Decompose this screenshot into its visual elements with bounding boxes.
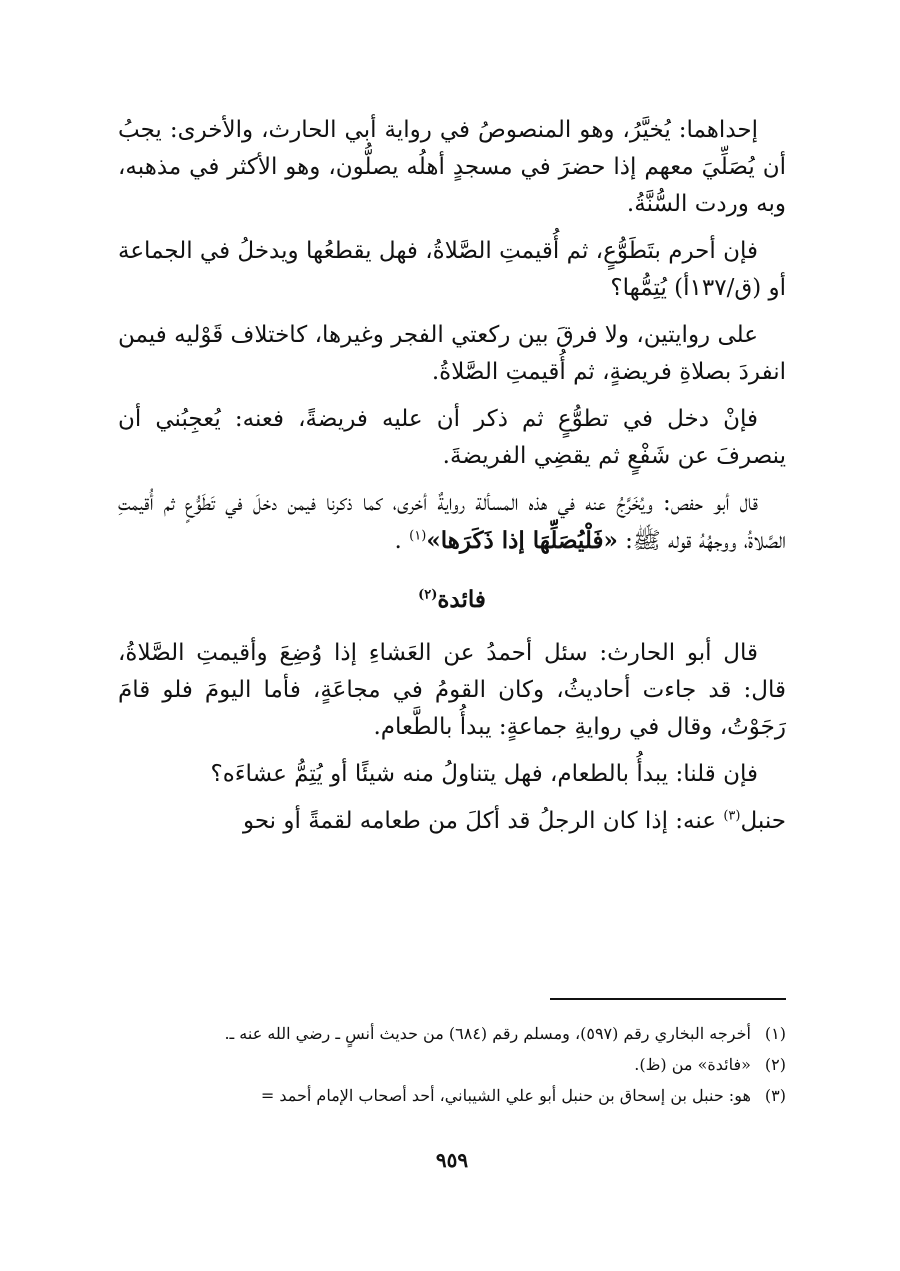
footnote-ref-3: (٣) (723, 808, 741, 824)
footnote-number: (١) (764, 1024, 786, 1043)
footnote-ref-1: (١) (409, 528, 427, 544)
paragraph-5-text: قال أبو حفص: ويُخَرَّجُ عنه في هذه المسألة روايةٌ أخرى، كما ذكرنا فيمن دخلَ في تَطَوُّعٍ ثم أُقيمتِ الصَّلاةُ، ووجهُهُ قوله ﷺ: (118, 490, 786, 554)
footnotes (118, 1018, 786, 1111)
paragraph-6 (118, 635, 786, 746)
footnote-number: (٢) (764, 1055, 786, 1074)
footnote-2 (118, 1049, 786, 1080)
footnote-3 (118, 1080, 786, 1111)
paragraph-6-text: قال أبو الحارث: سئل أحمدُ عن العَشاءِ إذا وُضِعَ وأقيمتِ الصَّلاةُ، قال: قد جاءت أحاديثُ، وكان القومُ في مجاعَةٍ، فأما اليومَ فلو قامَ رَجَوْتُ، وقال في روايةِ جماعةٍ: يبدأُ بالطَّعام. (118, 640, 786, 740)
page-number: ٩٥٩ (435, 1148, 469, 1172)
paragraph-3 (118, 317, 786, 391)
paragraph-2 (118, 233, 786, 307)
paragraph-4-text: فإنْ دخل في تطوُّعٍ ثم ذكر أن عليه فريضةً، فعنه: يُعجِبُني أن ينصرفَ عن شَفْعٍ ثم يقضِي الفريضةَ. (118, 406, 786, 469)
paragraph-5-end: . (394, 528, 410, 554)
paragraph-1-text: إحداهما: يُخيَّرُ، وهو المنصوصُ في رواية أبي الحارث، والأخرى: يجبُ أن يُصَلِّيَ معهم إذا حضرَ في مسجدٍ أهلُه يصلُّون، وهو الأكثر في مذهبه، وبه وردت السُّنَّةُ. (118, 117, 786, 217)
hadith-quote: «فَلْيُصَلِّهَا إذا ذَكَرَها» (426, 527, 618, 554)
paragraph-7-text: فإن قلنا: يبدأُ بالطعام، فهل يتناولُ منه شيئًا أو يُتِمُّ عشاءَه؟ (210, 761, 758, 787)
paragraph-8 (118, 803, 786, 840)
paragraph-8-text: عنه: إذا كان الرجلُ قد أكلَ من طعامه لقمةً أو نحو (242, 808, 724, 834)
footnote-text: هو: حنبل بن إسحاق بن حنبل أبو علي الشيباني، أحد أصحاب الإمام أحمد = (260, 1086, 751, 1105)
footnote-text: أخرجه البخاري رقم (٥٩٧)، ومسلم رقم (٦٨٤) من حديث أنسٍ ـ رضي الله عنه ـ. (224, 1024, 751, 1043)
footnote-ref-2: (٢) (418, 587, 438, 603)
paragraph-5 (118, 485, 786, 560)
section-heading-text: فائدة (437, 586, 486, 613)
footnote-text: «فائدة» من (ظ). (634, 1055, 751, 1074)
paragraph-7 (118, 756, 786, 793)
book-page (118, 112, 786, 1212)
paragraph-8-start: حنبل (740, 808, 786, 834)
paragraph-1 (118, 112, 786, 223)
paragraph-4 (118, 401, 786, 475)
paragraph-2-text: فإن أحرم بتَطَوُّعٍ، ثم أُقيمتِ الصَّلاةُ، فهل يقطعُها ويدخلُ في الجماعة أو (ق/١٣٧أ) يُتِمُّها؟ (118, 238, 786, 301)
section-heading (118, 586, 786, 613)
footnote-divider (550, 998, 786, 1000)
footnote-number: (٣) (764, 1086, 786, 1105)
footnote-1 (118, 1018, 786, 1049)
paragraph-3-text: على روايتين، ولا فرقَ بين ركعتي الفجر وغيرها، كاختلاف قَوْليه فيمن انفردَ بصلاةِ فريضةٍ، ثم أُقيمتِ الصَّلاةُ. (118, 322, 786, 385)
